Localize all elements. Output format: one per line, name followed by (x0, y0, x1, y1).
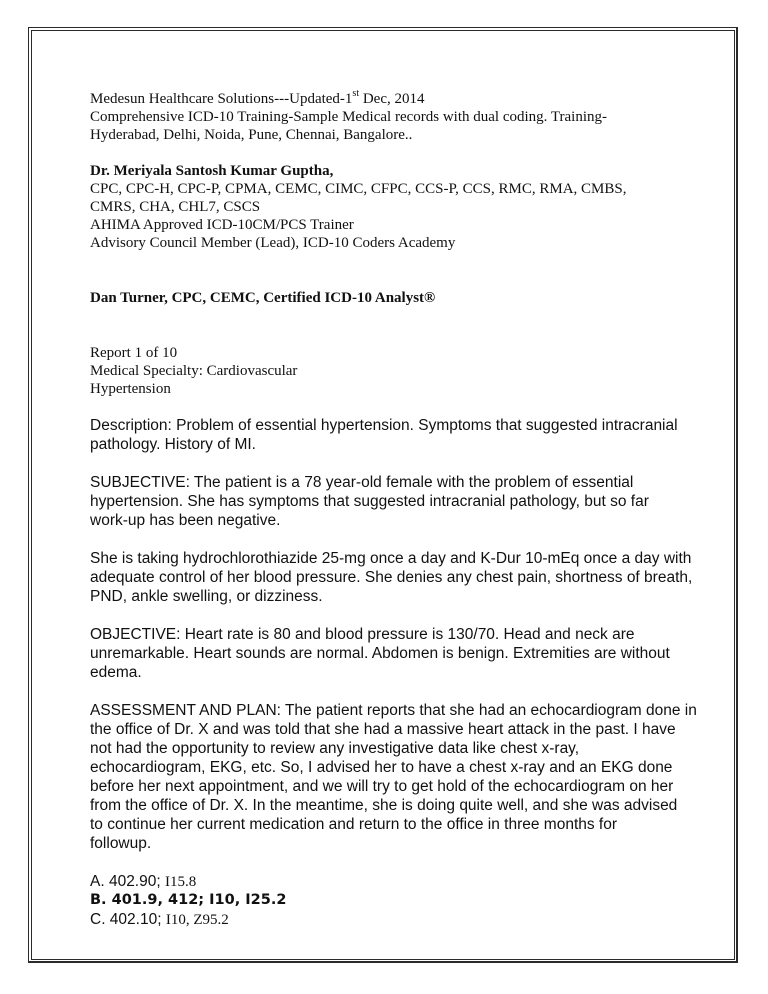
answer-b-correct: B. 401.9, 412; I10, I25.2 (90, 892, 287, 908)
coauthor-block (90, 289, 690, 307)
author-role-2: Advisory Council Member (Lead), ICD-10 Coders Academy (90, 235, 456, 251)
author-name: Dr. Meriyala Santosh Kumar Guptha, (90, 163, 334, 179)
report-info (90, 344, 690, 398)
training-line-2: Hyderabad, Delhi, Noida, Pune, Chennai, Bangalore.. (90, 127, 413, 143)
header-block (90, 90, 690, 144)
document-body (90, 88, 697, 929)
assessment-paragraph: ASSESSMENT AND PLAN: The patient reports that she had an echocardiogram done in the office of Dr. X and was told that she had a massive heart attack in the past. I have not had the opportunity to review any investigative data like chest x-ray, echocardiogram, EKG, etc. So, I advised her to have a chest x-ray and an EKG done before her next appointment, and we will try to get hold of the echocardiogram on her from the office of Dr. X. In the meantime, she is doing quite well, and she was advised to continue her current medication and return to the office in three months for followup. (90, 702, 697, 852)
answer-a: A. 402.90; I15.8 (90, 873, 197, 890)
author-credentials-1: CPC, CPC-H, CPC-P, CPMA, CEMC, CIMC, CFPC, CCS-P, CCS, RMC, RMA, CMBS, (90, 181, 627, 197)
training-line-1: Comprehensive ICD-10 Training-Sample Medical records with dual coding. Training- (90, 109, 608, 125)
coauthor-name: Dan Turner, CPC, CEMC, Certified ICD-10 Analyst® (90, 290, 436, 306)
report-number: Report 1 of 10 (90, 345, 178, 361)
objective-paragraph: OBJECTIVE: Heart rate is 80 and blood pressure is 130/70. Head and neck are unremarkable. Heart sounds are normal. Abdomen is benign. Extremities are without edema. (90, 626, 670, 681)
author-credentials-2: CMRS, CHA, CHL7, CSCS (90, 199, 261, 215)
author-block (90, 162, 690, 252)
report-topic: Hypertension (90, 381, 171, 397)
description-paragraph: Description: Problem of essential hypertension. Symptoms that suggested intracranial pathology. History of MI. (90, 417, 678, 453)
report-specialty: Medical Specialty: Cardiovascular (90, 363, 298, 379)
author-role-1: AHIMA Approved ICD-10CM/PCS Trainer (90, 217, 354, 233)
company-line: Medesun Healthcare Solutions---Updated-1st Dec, 2014 (90, 88, 425, 107)
subjective-paragraph: SUBJECTIVE: The patient is a 78 year-old female with the problem of essential hypertension. She has symptoms that suggested intracranial pathology, but so far work-up has been negative. (90, 474, 649, 529)
answer-options (90, 872, 690, 929)
medication-paragraph: She is taking hydrochlorothiazide 25-mg once a day and K-Dur 10-mEq once a day with adequate control of her blood pressure. She denies any chest pain, shortness of breath, PND, ankle swelling, or dizziness. (90, 550, 693, 605)
answer-c: C. 402.10; I10, Z95.2 (90, 911, 229, 928)
